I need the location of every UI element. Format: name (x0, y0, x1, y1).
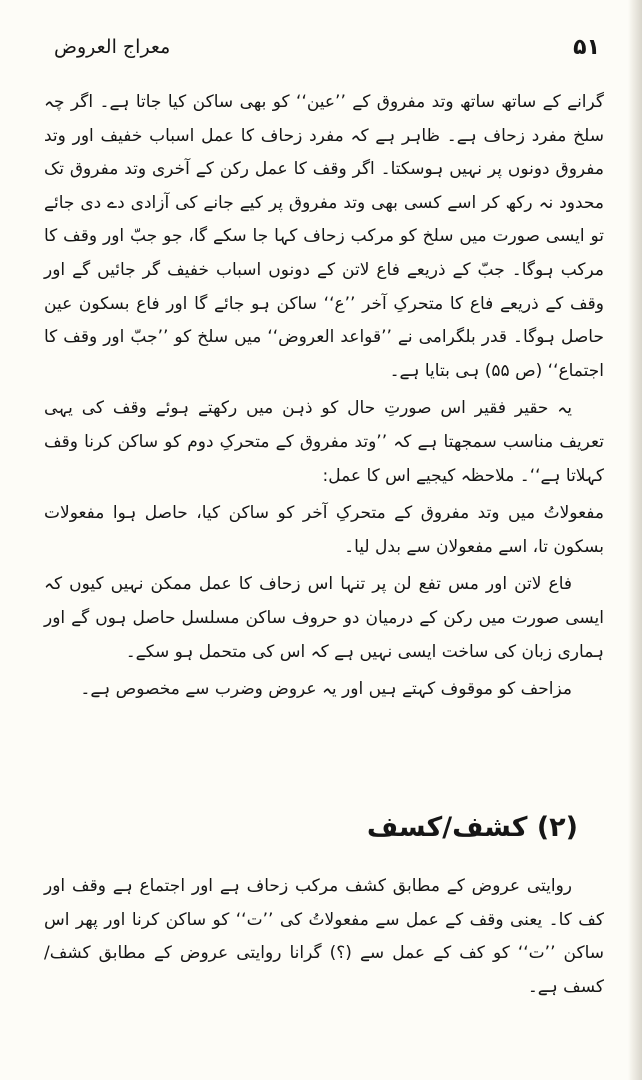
main-text (44, 86, 604, 707)
paragraph-1: گرانے کے ساتھ ساتھ وتد مفروق کے ’’عین‘‘ کو بھی ساکن کیا جاتا ہے۔ اگر چہ سلخ مفرد زحاف ہے۔ ظاہر ہے کہ مفرد زحاف کا عمل اسباب خفیف اور وتد مفروق دونوں پر نہیں ہوسکتا۔ اگر وقف کا عمل رکن کے آخری وتد مفروق تک محدود نہ رکھ کر اسے کسی بھی وتد مفروق پر کیے جانے کی آزادی دے دی جائے تو ایسی صورت میں سلخ کو مرکب زحاف کہا جا سکے گا، جو جبّ اور وقف کا مرکب ہوگا۔ جبّ کے ذریعے فاع لاتن کے دونوں اسباب خفیف گر جائیں گے اور وقف کے ذریعے فاع کا متحرکِ آخر ’’ع‘‘ ساکن ہو جائے گا اور فاع بسکون عین حاصل ہوگا۔ قدر بلگرامی نے ’’قواعد العروض‘‘ میں سلخ کو ’’جبّ اور وقف کا اجتماع‘‘ (ص ۵۵) ہی بتایا ہے۔ (44, 92, 604, 381)
running-header (54, 30, 600, 64)
paragraph-2: یہ حقیر فقیر اس صورتِ حال کو ذہن میں رکھتے ہوئے وقف کی یہی تعریف مناسب سمجھتا ہے کہ ’’وتد مفروق کے متحرکِ دوم کو ساکن کرنا وقف کہلاتا ہے‘‘۔ ملاحظہ کیجیے اس کا عمل: (44, 398, 604, 486)
section-text (44, 870, 604, 1004)
page-edge-shadow (628, 0, 642, 1080)
section-heading: (۲) کشف/کسف (366, 812, 578, 843)
paragraph-5: مزاحف کو موقوف کہتے ہیں اور یہ عروض وضرب سے مخصوص ہے۔ (80, 679, 572, 700)
paragraph-4: فاع لاتن اور مس تفع لن پر تنہا اس زحاف کا عمل ممکن نہیں کیوں کہ ایسی صورت میں رکن کے درمیان دو حروف ساکن مسلسل حاصل ہوں گے اور ہماری زبان کی ساخت ایسی نہیں ہے کہ اس کی متحمل ہو سکے۔ (44, 574, 604, 662)
section-paragraph-1: روایتی عروض کے مطابق کشف مرکب زحاف ہے اور اجتماع ہے وقف اور کف کا۔ یعنی وقف کے عمل سے مفعولاتُ کی ’’ت‘‘ کو ساکن کرنا اور پھر اس ساکن ’’ت‘‘ کو کف کے عمل سے (؟) گرانا روایتی عروض کے مطابق کشف/کسف ہے۔ (44, 876, 604, 997)
page-number: ۵۱ (573, 34, 600, 60)
running-title: معراج العروض (54, 36, 171, 58)
paragraph-3: مفعولاتُ میں وتد مفروق کے متحرکِ آخر کو ساکن کیا، حاصل ہوا مفعولات بسکون تا، اسے مفعولان سے بدل لیا۔ (44, 503, 604, 557)
